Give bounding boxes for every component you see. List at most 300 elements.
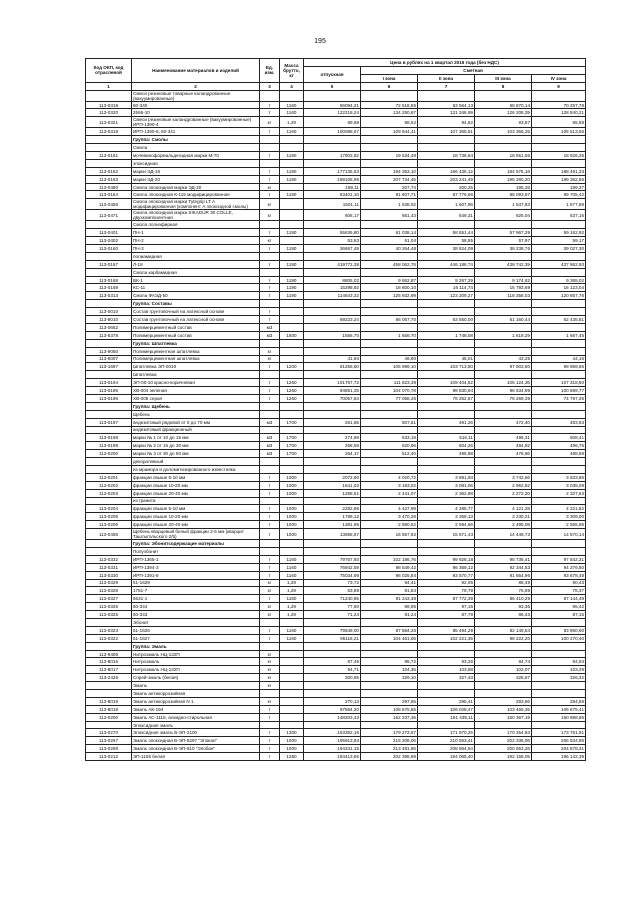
zone-2-price-cell — [418, 347, 475, 355]
zone-4-price-cell: 2 555,95 — [532, 521, 586, 529]
table-row — [86, 284, 586, 292]
unit-cell: т — [260, 379, 280, 387]
release-price-cell: 94,71 — [304, 666, 361, 674]
mass-cell — [280, 323, 304, 331]
code-cell: 113-0319 — [86, 128, 132, 136]
code-cell: 113-0327 — [86, 595, 132, 603]
zone-4-price-cell: 107 318,50 — [532, 379, 586, 387]
mass-cell — [280, 465, 304, 473]
zone-2-price-cell — [418, 221, 475, 229]
unit-cell: кг — [260, 658, 280, 666]
zone-2-price-cell — [418, 721, 475, 729]
zone-1-price-cell: 91 607,71 — [361, 191, 418, 199]
zone-1-price-cell: 111 823,39 — [361, 379, 418, 387]
table-row — [86, 237, 586, 245]
zone-2-price-cell — [418, 136, 475, 144]
unit-cell — [260, 144, 280, 152]
zone-2-price-cell: 63 564,13 — [418, 101, 475, 109]
zone-1-price-cell: 533,19 — [361, 434, 418, 442]
mass-cell — [280, 410, 304, 418]
zone-2-price-cell: 99 928,18 — [418, 555, 475, 563]
zone-4-price-cell — [532, 650, 586, 658]
unit-cell: т — [260, 595, 280, 603]
zone-2-price-cell — [418, 497, 475, 505]
zone-2-price-cell: 200,25 — [418, 183, 475, 191]
code-cell: 113-6378 — [86, 331, 132, 339]
unit-cell — [260, 619, 280, 627]
zone-1-price-cell — [361, 308, 418, 316]
zone-1-price-cell — [361, 721, 418, 729]
unit-cell: т — [260, 284, 280, 292]
zone-2-price-cell: 96 369,12 — [418, 563, 475, 571]
table-body — [86, 90, 586, 760]
name-cell: ИРП-1394-3 — [132, 563, 260, 571]
name-cell: ВК-1 — [132, 276, 260, 284]
unit-cell: т — [260, 481, 280, 489]
zone-3-price-cell: 325,67 — [475, 674, 532, 682]
unit-cell: кг — [260, 210, 280, 221]
release-price-cell — [304, 540, 361, 548]
name-cell: Эмаль АК-194 — [132, 705, 260, 713]
release-price-cell: 100088,67 — [304, 128, 361, 136]
zone-2-price-cell: 446 188,74 — [418, 260, 475, 268]
unit-cell — [260, 300, 280, 308]
zone-3-price-cell: 160 367,19 — [475, 713, 532, 721]
table-row — [86, 292, 586, 300]
unit-cell: т — [260, 634, 280, 642]
zone-3-price-cell: 82 149,54 — [475, 626, 532, 634]
zone-1-price-cell: 95,72 — [361, 658, 418, 666]
unit-cell: кг — [260, 117, 280, 128]
name-cell: фракции свыше 10-20 мм — [132, 481, 260, 489]
zone-2-price-cell — [418, 252, 475, 260]
zone-1-price-cell — [361, 642, 418, 650]
name-cell: ПН-1 — [132, 229, 260, 237]
zone-1-price-cell — [361, 426, 418, 434]
code-cell: 113-0652 — [86, 323, 132, 331]
mass-cell — [280, 658, 304, 666]
mass-cell: 1500 — [280, 331, 304, 339]
zone-4-price-cell: 204 878,31 — [532, 745, 586, 753]
zone-3-price-cell: 75 269,39 — [475, 394, 532, 402]
code-cell: 113-1697 — [86, 363, 132, 371]
mass-cell: 1190 — [280, 284, 304, 292]
zone-3-price-cell: 3 230,21 — [475, 513, 532, 521]
zone-1-price-cell — [361, 339, 418, 347]
code-cell: 113-0332 — [86, 555, 132, 563]
name-cell: 60-340 — [132, 101, 260, 109]
zone-1-price-cell: 94,41 — [361, 579, 418, 587]
name-cell: 60-343 — [132, 611, 260, 619]
zone-2-price-cell: 516,11 — [418, 434, 475, 442]
zone-2-price-cell: 3 359,13 — [418, 513, 475, 521]
zone-3-price-cell — [475, 642, 532, 650]
zone-4-price-cell: 59 162,92 — [532, 229, 586, 237]
name-cell: Смеси резиновые товарные каландрованные (вакуумированные) — [132, 90, 260, 101]
zone-2-price-cell: 491,26 — [418, 418, 475, 426]
code-cell — [86, 90, 132, 101]
name-cell: Смола — [132, 144, 260, 152]
table-row — [86, 128, 586, 136]
zone-3-price-cell: 86 410,29 — [475, 595, 532, 603]
zone-4-price-cell: 100 889,77 — [532, 387, 586, 395]
code-cell: 113-0200 — [86, 713, 132, 721]
zone-2-price-cell — [418, 465, 475, 473]
mass-cell: 1000 — [280, 489, 304, 497]
name-cell: 6631-1 — [132, 595, 260, 603]
name-cell: эпоксидная — [132, 159, 260, 167]
mass-cell — [280, 705, 304, 713]
zone-2-price-cell: 4 285,77 — [418, 505, 475, 513]
code-cell: 113-0168 — [86, 276, 132, 284]
zone-1-price-cell — [361, 268, 418, 276]
code-cell — [86, 159, 132, 167]
table-row — [86, 513, 586, 521]
zone-2-price-cell: 106 028,47 — [418, 705, 475, 713]
name-cell: Щебень — [132, 410, 260, 418]
zone-1-price-cell — [361, 144, 418, 152]
zone-4-price-cell: 120 857,76 — [532, 292, 586, 300]
unit-cell — [260, 540, 280, 548]
name-cell: из мрамора и доломитизированного известняка — [132, 465, 260, 473]
release-price-cell: 184413,86 — [304, 753, 361, 761]
code-cell: 113-0200 — [86, 450, 132, 458]
zone-2-price-cell: 99 830,94 — [418, 387, 475, 395]
zone-2-price-cell: 94,62 — [418, 117, 475, 128]
name-cell: Спрей-эмаль (белая) — [132, 674, 260, 682]
zone-3-price-cell: 118 358,03 — [475, 292, 532, 300]
zone-4-price-cell — [532, 458, 586, 466]
table-row — [86, 144, 586, 152]
zone-4-price-cell — [532, 268, 586, 276]
mass-cell: 1160 — [280, 563, 304, 571]
release-price-cell: 15298,92 — [304, 284, 361, 292]
zone-1-price-cell: 61 038,14 — [361, 229, 418, 237]
code-cell: 113-0321 — [86, 117, 132, 128]
zone-3-price-cell: 68 870,14 — [475, 101, 532, 109]
release-price-cell — [304, 465, 361, 473]
mass-cell — [280, 221, 304, 229]
zone-2-price-cell — [418, 308, 475, 316]
zone-3-price-cell — [475, 252, 532, 260]
zone-2-price-cell — [418, 650, 475, 658]
zone-4-price-cell — [532, 221, 586, 229]
zone-2-price-cell — [418, 159, 475, 167]
name-cell: Эмаль — [132, 682, 260, 690]
name-cell: марки № 1 от 10 до 15 мм — [132, 434, 260, 442]
table-row — [86, 418, 586, 426]
unit-cell: т — [260, 737, 280, 745]
mass-cell: 1190 — [280, 152, 304, 160]
zone-4-price-cell: 128 840,21 — [532, 109, 586, 117]
release-price-cell: 71240,95 — [304, 595, 361, 603]
header-price-caption: Цена в рублях на 1 квартал 2016 года (без НДС) — [304, 59, 586, 67]
name-cell: Эпоксидная эмаль Б-ЭП-2100 — [132, 729, 260, 737]
release-price-cell: 114643,32 — [304, 292, 361, 300]
table-row — [86, 363, 586, 371]
zone-4-price-cell: 99 959,86 — [532, 363, 586, 371]
name-cell: ХВ-005 серая — [132, 394, 260, 402]
header-estimate-price: Сметная — [361, 66, 586, 74]
zone-1-price-cell: 98,62 — [361, 117, 418, 128]
zone-3-price-cell — [475, 721, 532, 729]
zone-1-price-cell — [361, 221, 418, 229]
zone-3-price-cell: 88,49 — [475, 579, 532, 587]
mass-cell: 1700 — [280, 418, 304, 426]
table-row — [86, 481, 586, 489]
zone-4-price-cell: 94 376,80 — [532, 563, 586, 571]
zone-2-price-cell: 2 594,66 — [418, 521, 475, 529]
code-cell — [86, 547, 132, 555]
table-row — [86, 529, 586, 540]
page-number: 195 — [314, 38, 326, 45]
zone-3-price-cell: 126 208,39 — [475, 109, 532, 117]
zone-3-price-cell: 14 449,73 — [475, 529, 532, 540]
code-cell: 113-0195 — [86, 387, 132, 395]
mass-cell — [280, 666, 304, 674]
release-price-cell: 97584,20 — [304, 705, 361, 713]
code-cell: 113-0162 — [86, 167, 132, 175]
code-cell: 113-0326 — [86, 603, 132, 611]
release-price-cell: 300,65 — [304, 674, 361, 682]
zone-3-price-cell: 9 174,62 — [475, 276, 532, 284]
code-cell: 113-0204 — [86, 505, 132, 513]
release-price-cell — [304, 252, 361, 260]
code-cell: 113-0199 — [86, 442, 132, 450]
table-row — [86, 690, 586, 698]
zone-3-price-cell: 94,74 — [475, 658, 532, 666]
zone-3-price-cell: 2 962,82 — [475, 481, 532, 489]
zone-4-price-cell: 1 577,89 — [532, 199, 586, 210]
zone-3-price-cell: 438 742,39 — [475, 260, 532, 268]
mass-cell — [280, 252, 304, 260]
release-price-cell: 83401,10 — [304, 191, 361, 199]
column-index: 1 — [86, 82, 132, 90]
unit-cell: т — [260, 308, 280, 316]
name-cell: Группа: Составы — [132, 300, 260, 308]
header-zone-1: I зона — [361, 74, 418, 82]
code-cell: 113-0161 — [86, 152, 132, 160]
name-cell: 2566-10 — [132, 109, 260, 117]
zone-2-price-cell — [418, 371, 475, 379]
zone-3-price-cell: 93,67 — [475, 117, 532, 128]
table-row — [86, 355, 586, 363]
mass-cell: 1,29 — [280, 611, 304, 619]
code-cell — [86, 721, 132, 729]
name-cell: 60-344 — [132, 603, 260, 611]
name-cell: КС-11 — [132, 284, 260, 292]
zone-3-price-cell: 92 344,53 — [475, 563, 532, 571]
zone-4-price-cell: 39 027,30 — [532, 245, 586, 253]
code-cell — [86, 221, 132, 229]
table-row — [86, 245, 586, 253]
table-row — [86, 745, 586, 753]
header-zone-4: IV зона — [532, 74, 586, 82]
zone-4-price-cell: 437 862,93 — [532, 260, 586, 268]
unit-cell: т — [260, 753, 280, 761]
release-price-cell: 1381,95 — [304, 521, 361, 529]
name-cell: Состав грунтовочный на латексной основе — [132, 308, 260, 316]
table-row — [86, 252, 586, 260]
table-row — [86, 450, 586, 458]
release-price-cell: 91256,60 — [304, 363, 361, 371]
table-row — [86, 379, 586, 387]
code-cell — [86, 371, 132, 379]
zone-4-price-cell — [532, 144, 586, 152]
zone-4-price-cell: 44,16 — [532, 355, 586, 363]
release-price-cell: 2282,86 — [304, 505, 361, 513]
table-row — [86, 753, 586, 761]
release-price-cell — [304, 497, 361, 505]
name-cell: марки ЭД-16 — [132, 167, 260, 175]
name-cell: марки ЭД-20 — [132, 175, 260, 183]
release-price-cell: 41,94 — [304, 355, 361, 363]
table-row — [86, 473, 586, 481]
release-price-cell — [304, 721, 361, 729]
zone-1-price-cell — [361, 323, 418, 331]
mass-cell: 1280 — [280, 753, 304, 761]
mass-cell: 1260 — [280, 394, 304, 402]
table-row — [86, 229, 586, 237]
zone-1-price-cell — [361, 159, 418, 167]
zone-1-price-cell: 98 549,42 — [361, 563, 418, 571]
zone-3-price-cell — [475, 347, 532, 355]
zone-4-price-cell — [532, 690, 586, 698]
release-price-cell: 606,17 — [304, 210, 361, 221]
release-price-cell: 77,80 — [304, 603, 361, 611]
zone-3-price-cell — [475, 497, 532, 505]
zone-2-price-cell — [418, 402, 475, 410]
mass-cell: 1190 — [280, 167, 304, 175]
zone-4-price-cell — [532, 540, 586, 548]
code-cell: 113-0465 — [86, 529, 132, 540]
zone-1-price-cell — [361, 690, 418, 698]
name-cell: Л-18 — [132, 260, 260, 268]
unit-cell: т — [260, 167, 280, 175]
code-cell: 113-0313 — [86, 292, 132, 300]
zone-2-price-cell: 63 550,00 — [418, 316, 475, 324]
code-cell — [86, 619, 132, 627]
zone-1-price-cell — [361, 682, 418, 690]
name-cell: Смола эпоксидная марки SIKADUR 30 COLLE, двухкомпонентная — [132, 210, 260, 221]
zone-3-price-cell: 95 735,41 — [475, 555, 532, 563]
mass-cell — [280, 136, 304, 144]
zone-1-price-cell: 202 398,69 — [361, 753, 418, 761]
code-cell: 113-0203 — [86, 489, 132, 497]
zone-3-price-cell: 2 272,20 — [475, 489, 532, 497]
name-cell: марки № 3 от 30 до 50 мм — [132, 450, 260, 458]
zone-3-price-cell: 38 238,76 — [475, 245, 532, 253]
zone-2-price-cell — [418, 410, 475, 418]
unit-cell: т — [260, 529, 280, 540]
zone-3-price-cell: 61 160,44 — [475, 316, 532, 324]
zone-2-price-cell: 495,98 — [418, 450, 475, 458]
zone-4-price-cell — [532, 252, 586, 260]
name-cell: Состав грунтовочный на латексной основе — [132, 316, 260, 324]
zone-1-price-cell — [361, 90, 418, 101]
zone-2-price-cell — [418, 323, 475, 331]
zone-4-price-cell: 3 035,09 — [532, 481, 586, 489]
zone-3-price-cell — [475, 323, 532, 331]
zone-4-price-cell — [532, 547, 586, 555]
unit-cell: кг — [260, 697, 280, 705]
table-row — [86, 721, 586, 729]
code-cell: 113-0318 — [86, 101, 132, 109]
zone-2-price-cell: 203 241,49 — [418, 175, 475, 183]
mass-cell — [280, 347, 304, 355]
mass-cell — [280, 268, 304, 276]
zone-4-price-cell: 1 667,45 — [532, 331, 586, 339]
price-table — [85, 58, 586, 761]
zone-4-price-cell: 326,32 — [532, 674, 586, 682]
name-cell: Эпоксидная эмаль — [132, 721, 260, 729]
zone-4-price-cell — [532, 90, 586, 101]
zone-1-price-cell: 1 656,70 — [361, 331, 418, 339]
unit-cell — [260, 497, 280, 505]
zone-3-price-cell: 293,66 — [475, 697, 532, 705]
table-row — [86, 619, 586, 627]
release-price-cell: 1789,12 — [304, 513, 361, 521]
unit-cell: т — [260, 363, 280, 371]
zone-2-price-cell — [418, 426, 475, 434]
zone-3-price-cell: 472,40 — [475, 418, 532, 426]
release-price-cell — [304, 347, 361, 355]
mass-cell — [280, 183, 304, 191]
mass-cell: 1190 — [280, 191, 304, 199]
zone-2-price-cell: 103,58 — [418, 666, 475, 674]
name-cell: Щебень кварцевый белый фракции 2-5 мм (кварцит Таштыгольского 2/5) — [132, 529, 260, 540]
table-row — [86, 410, 586, 418]
name-cell: андезитовый рядовой от 0 до 70 мм — [132, 418, 260, 426]
code-cell: 113-2426 — [86, 674, 132, 682]
zone-4-price-cell: 3 833,85 — [532, 473, 586, 481]
zone-3-price-cell: 43,25 — [475, 355, 532, 363]
zone-3-price-cell: 93,36 — [475, 603, 532, 611]
zone-4-price-cell — [532, 159, 586, 167]
zone-1-price-cell — [361, 619, 418, 627]
release-price-cell: 189106,95 — [304, 175, 361, 183]
release-price-cell: 2072,90 — [304, 473, 361, 481]
zone-1-price-cell: 109 944,41 — [361, 128, 418, 136]
code-cell: 113-8019 — [86, 697, 132, 705]
column-index: 7 — [418, 82, 475, 90]
unit-cell: м3 — [260, 418, 280, 426]
column-index: 8 — [475, 82, 532, 90]
mass-cell — [280, 497, 304, 505]
mass-cell — [280, 210, 304, 221]
zone-2-price-cell: 210 553,41 — [418, 737, 475, 745]
zone-4-price-cell: 93 678,48 — [532, 571, 586, 579]
code-cell: 113-0202 — [86, 481, 132, 489]
zone-4-price-cell: 199 362,56 — [532, 175, 586, 183]
table-row — [86, 579, 586, 587]
zone-3-price-cell — [475, 650, 532, 658]
release-price-cell: 189,11 — [304, 183, 361, 191]
zone-3-price-cell — [475, 136, 532, 144]
unit-cell: т — [260, 292, 280, 300]
zone-1-price-cell: 134 250,67 — [361, 109, 418, 117]
zone-2-price-cell: 208 864,54 — [418, 745, 475, 753]
zone-4-price-cell: 16 123,04 — [532, 284, 586, 292]
unit-cell: т — [260, 109, 280, 117]
unit-cell — [260, 690, 280, 698]
unit-cell: т — [260, 316, 280, 324]
name-cell: Группа: Шпатлевка — [132, 339, 260, 347]
unit-cell — [260, 642, 280, 650]
name-cell: Эмаль АС-1115, алкидно-стирольная — [132, 713, 260, 721]
zone-1-price-cell: 104,36 — [361, 666, 418, 674]
name-cell: фракции свыше 20-40 мм — [132, 489, 260, 497]
